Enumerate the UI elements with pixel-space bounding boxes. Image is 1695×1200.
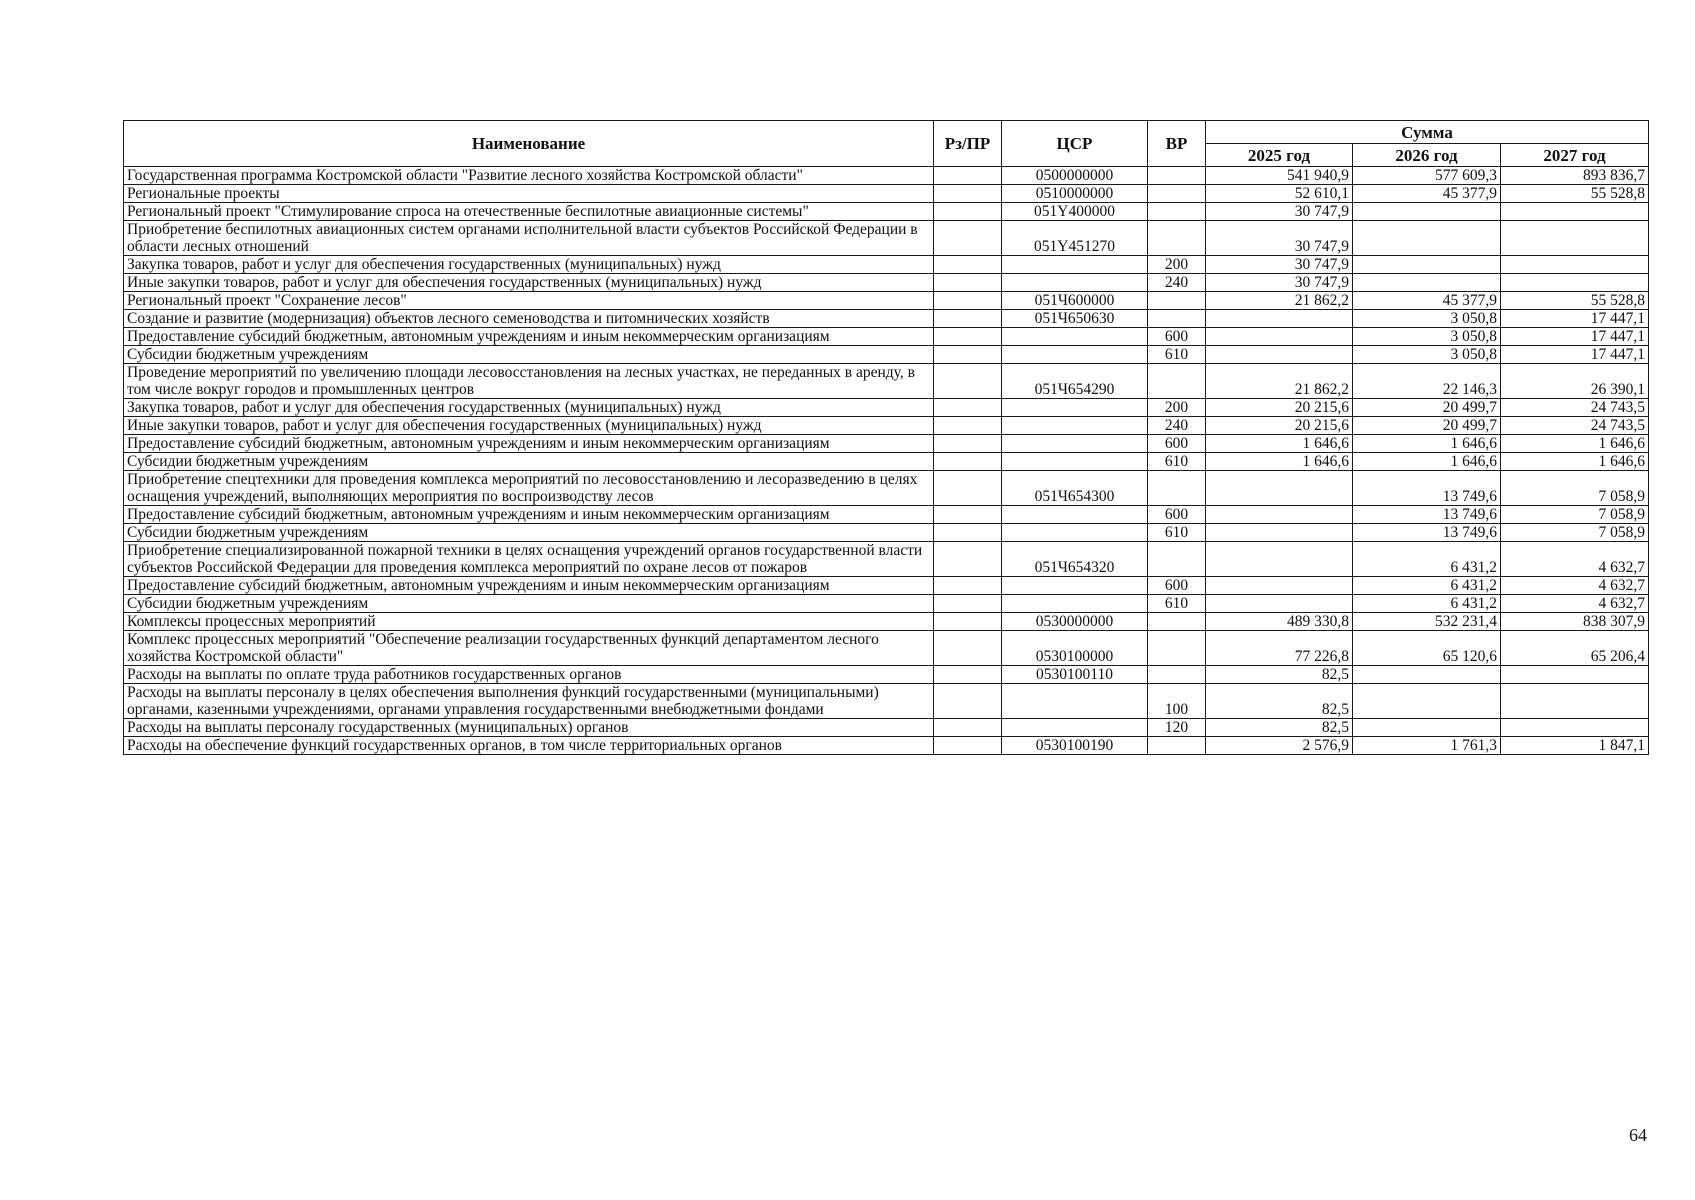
- table-row: [124, 292, 1649, 310]
- cell-csr: 051Ч600000: [1002, 292, 1148, 310]
- cell-2026: [1353, 203, 1501, 221]
- cell-vr: [1148, 203, 1206, 221]
- cell-vr: 240: [1148, 274, 1206, 292]
- cell-vr: 600: [1148, 435, 1206, 453]
- cell-2025: [1206, 577, 1353, 595]
- cell-vr: 600: [1148, 506, 1206, 524]
- cell-vr: [1148, 185, 1206, 203]
- cell-2027: 7 058,9: [1501, 506, 1649, 524]
- cell-name: Предоставление субсидий бюджетным, автономным учреждениям и иным некоммерческим организациям: [124, 435, 934, 453]
- cell-2027: 838 307,9: [1501, 613, 1649, 631]
- cell-2026: [1353, 221, 1501, 256]
- cell-2025: 21 862,2: [1206, 364, 1353, 399]
- cell-csr: 0500000000: [1002, 167, 1148, 185]
- cell-2025: [1206, 524, 1353, 542]
- table-row: [124, 684, 1649, 719]
- cell-name: Иные закупки товаров, работ и услуг для обеспечения государственных (муниципальных) нужд: [124, 417, 934, 435]
- cell-csr: [1002, 719, 1148, 737]
- cell-name: Расходы на выплаты по оплате труда работников государственных органов: [124, 666, 934, 684]
- cell-2025: 2 576,9: [1206, 737, 1353, 755]
- cell-rz-pr: [934, 185, 1002, 203]
- cell-2026: [1353, 684, 1501, 719]
- table-row: [124, 203, 1649, 221]
- cell-rz-pr: [934, 310, 1002, 328]
- cell-2026: 6 431,2: [1353, 595, 1501, 613]
- cell-csr: 051Ч650630: [1002, 310, 1148, 328]
- table-row: [124, 346, 1649, 364]
- cell-vr: 610: [1148, 346, 1206, 364]
- cell-rz-pr: [934, 292, 1002, 310]
- cell-csr: [1002, 256, 1148, 274]
- cell-name: Государственная программа Костромской области "Развитие лесного хозяйства Костромской области": [124, 167, 934, 185]
- cell-vr: [1148, 364, 1206, 399]
- cell-vr: 200: [1148, 399, 1206, 417]
- cell-2027: 7 058,9: [1501, 471, 1649, 506]
- cell-2027: 1 847,1: [1501, 737, 1649, 755]
- cell-2027: [1501, 203, 1649, 221]
- cell-2026: 13 749,6: [1353, 524, 1501, 542]
- cell-rz-pr: [934, 417, 1002, 435]
- cell-name: Расходы на выплаты персоналу в целях обеспечения выполнения функций государственными (муниципальными) органами, казенными учреждениями, органами управления государственными внебюджетными фондами: [124, 684, 934, 719]
- cell-name: Приобретение спецтехники для проведения комплекса мероприятий по лесовосстановлению и лесоразведению в целях оснащения учреждений, выполняющих мероприятия по воспроизводству лесов: [124, 471, 934, 506]
- cell-2025: 52 610,1: [1206, 185, 1353, 203]
- cell-vr: 100: [1148, 684, 1206, 719]
- cell-vr: 610: [1148, 595, 1206, 613]
- cell-vr: [1148, 167, 1206, 185]
- cell-vr: 600: [1148, 577, 1206, 595]
- cell-name: Приобретение беспилотных авиационных систем органами исполнительной власти субъектов Российской Федерации в области лесных отношений: [124, 221, 934, 256]
- table-row: [124, 256, 1649, 274]
- cell-rz-pr: [934, 274, 1002, 292]
- cell-csr: [1002, 399, 1148, 417]
- table-row: [124, 595, 1649, 613]
- cell-vr: [1148, 292, 1206, 310]
- cell-csr: [1002, 274, 1148, 292]
- cell-2025: 21 862,2: [1206, 292, 1353, 310]
- cell-2026: 45 377,9: [1353, 292, 1501, 310]
- cell-name: Закупка товаров, работ и услуг для обеспечения государственных (муниципальных) нужд: [124, 256, 934, 274]
- cell-name: Региональные проекты: [124, 185, 934, 203]
- cell-rz-pr: [934, 684, 1002, 719]
- header-year-2025: 2025 год: [1206, 144, 1353, 167]
- cell-rz-pr: [934, 719, 1002, 737]
- cell-2025: 30 747,9: [1206, 221, 1353, 256]
- cell-rz-pr: [934, 364, 1002, 399]
- cell-2026: [1353, 719, 1501, 737]
- cell-rz-pr: [934, 328, 1002, 346]
- cell-vr: 120: [1148, 719, 1206, 737]
- cell-rz-pr: [934, 399, 1002, 417]
- cell-2025: [1206, 328, 1353, 346]
- cell-csr: [1002, 417, 1148, 435]
- table-row: [124, 471, 1649, 506]
- cell-csr: 051Ч654320: [1002, 542, 1148, 577]
- cell-vr: 200: [1148, 256, 1206, 274]
- page-number: 64: [1629, 1125, 1647, 1145]
- cell-csr: 051Ч654290: [1002, 364, 1148, 399]
- cell-2027: 55 528,8: [1501, 292, 1649, 310]
- cell-2027: [1501, 256, 1649, 274]
- cell-2026: 6 431,2: [1353, 577, 1501, 595]
- cell-2026: 13 749,6: [1353, 471, 1501, 506]
- cell-2025: 541 940,9: [1206, 167, 1353, 185]
- cell-2025: 20 215,6: [1206, 417, 1353, 435]
- cell-2026: 45 377,9: [1353, 185, 1501, 203]
- cell-rz-pr: [934, 256, 1002, 274]
- header-sum: Сумма: [1206, 121, 1649, 144]
- cell-csr: [1002, 435, 1148, 453]
- cell-2026: 1 761,3: [1353, 737, 1501, 755]
- cell-name: Создание и развитие (модернизация) объектов лесного семеноводства и питомнических хозяйств: [124, 310, 934, 328]
- cell-rz-pr: [934, 221, 1002, 256]
- cell-2026: 3 050,8: [1353, 310, 1501, 328]
- cell-2027: 55 528,8: [1501, 185, 1649, 203]
- cell-2027: 65 206,4: [1501, 631, 1649, 666]
- cell-2027: 7 058,9: [1501, 524, 1649, 542]
- cell-2027: 4 632,7: [1501, 542, 1649, 577]
- cell-name: Субсидии бюджетным учреждениям: [124, 346, 934, 364]
- cell-csr: 051Y451270: [1002, 221, 1148, 256]
- cell-2027: 17 447,1: [1501, 310, 1649, 328]
- table-row: [124, 453, 1649, 471]
- cell-2026: 3 050,8: [1353, 346, 1501, 364]
- cell-rz-pr: [934, 666, 1002, 684]
- cell-name: Региональный проект "Стимулирование спроса на отечественные беспилотные авиационные системы": [124, 203, 934, 221]
- cell-csr: 0510000000: [1002, 185, 1148, 203]
- cell-2025: [1206, 471, 1353, 506]
- table-row: [124, 719, 1649, 737]
- cell-2027: [1501, 221, 1649, 256]
- cell-rz-pr: [934, 542, 1002, 577]
- cell-vr: [1148, 613, 1206, 631]
- cell-2026: 577 609,3: [1353, 167, 1501, 185]
- table-row: [124, 274, 1649, 292]
- table-row: [124, 435, 1649, 453]
- cell-name: Закупка товаров, работ и услуг для обеспечения государственных (муниципальных) нужд: [124, 399, 934, 417]
- cell-2025: [1206, 542, 1353, 577]
- cell-2026: 6 431,2: [1353, 542, 1501, 577]
- cell-2026: 22 146,3: [1353, 364, 1501, 399]
- cell-2027: 26 390,1: [1501, 364, 1649, 399]
- header-name: Наименование: [124, 121, 934, 167]
- cell-2025: [1206, 506, 1353, 524]
- cell-2025: 20 215,6: [1206, 399, 1353, 417]
- cell-rz-pr: [934, 203, 1002, 221]
- cell-vr: [1148, 471, 1206, 506]
- table-row: [124, 737, 1649, 755]
- cell-rz-pr: [934, 167, 1002, 185]
- cell-2025: [1206, 310, 1353, 328]
- cell-name: Расходы на выплаты персоналу государственных (муниципальных) органов: [124, 719, 934, 737]
- cell-rz-pr: [934, 435, 1002, 453]
- table-row: [124, 310, 1649, 328]
- table-row: [124, 524, 1649, 542]
- table-row: [124, 364, 1649, 399]
- table-row: [124, 542, 1649, 577]
- cell-name: Приобретение специализированной пожарной техники в целях оснащения учреждений органов государственной власти субъектов Российской Федерации для проведения комплекса мероприятий по охране лесов от пожаров: [124, 542, 934, 577]
- cell-2025: 30 747,9: [1206, 274, 1353, 292]
- header-year-2027: 2027 год: [1501, 144, 1649, 167]
- cell-vr: 610: [1148, 524, 1206, 542]
- cell-vr: [1148, 221, 1206, 256]
- table-row: [124, 577, 1649, 595]
- cell-2026: 3 050,8: [1353, 328, 1501, 346]
- cell-name: Субсидии бюджетным учреждениям: [124, 524, 934, 542]
- cell-rz-pr: [934, 595, 1002, 613]
- cell-vr: [1148, 737, 1206, 755]
- cell-2027: 893 836,7: [1501, 167, 1649, 185]
- cell-name: Предоставление субсидий бюджетным, автономным учреждениям и иным некоммерческим организациям: [124, 506, 934, 524]
- cell-2026: 1 646,6: [1353, 453, 1501, 471]
- cell-2025: 30 747,9: [1206, 203, 1353, 221]
- cell-name: Расходы на обеспечение функций государственных органов, в том числе территориальных органов: [124, 737, 934, 755]
- cell-csr: 0530100000: [1002, 631, 1148, 666]
- cell-rz-pr: [934, 737, 1002, 755]
- cell-2025: 82,5: [1206, 684, 1353, 719]
- cell-2026: 20 499,7: [1353, 399, 1501, 417]
- cell-2027: [1501, 684, 1649, 719]
- header-csr: ЦСР: [1002, 121, 1148, 167]
- cell-csr: 0530100190: [1002, 737, 1148, 755]
- cell-2027: 24 743,5: [1501, 399, 1649, 417]
- budget-table: [123, 120, 1649, 755]
- cell-2027: 17 447,1: [1501, 328, 1649, 346]
- cell-rz-pr: [934, 613, 1002, 631]
- table-header: [124, 121, 1649, 167]
- table-row: [124, 613, 1649, 631]
- table-row: [124, 167, 1649, 185]
- cell-vr: 600: [1148, 328, 1206, 346]
- table-row: [124, 399, 1649, 417]
- cell-2025: 489 330,8: [1206, 613, 1353, 631]
- cell-name: Предоставление субсидий бюджетным, автономным учреждениям и иным некоммерческим организациям: [124, 328, 934, 346]
- cell-2025: [1206, 595, 1353, 613]
- cell-2025: 1 646,6: [1206, 435, 1353, 453]
- cell-2025: 82,5: [1206, 666, 1353, 684]
- cell-2026: 20 499,7: [1353, 417, 1501, 435]
- header-rz-pr: Рз/ПР: [934, 121, 1002, 167]
- table-row: [124, 221, 1649, 256]
- cell-vr: [1148, 310, 1206, 328]
- cell-csr: [1002, 524, 1148, 542]
- cell-vr: 610: [1148, 453, 1206, 471]
- cell-csr: 0530100110: [1002, 666, 1148, 684]
- cell-name: Проведение мероприятий по увеличению площади лесовосстановления на лесных участках, не переданных в аренду, в том числе вокруг городов и промышленных центров: [124, 364, 934, 399]
- cell-2027: 1 646,6: [1501, 435, 1649, 453]
- cell-2027: 4 632,7: [1501, 577, 1649, 595]
- header-vr: ВР: [1148, 121, 1206, 167]
- cell-csr: [1002, 684, 1148, 719]
- cell-vr: [1148, 666, 1206, 684]
- cell-2027: 1 646,6: [1501, 453, 1649, 471]
- table-row: [124, 666, 1649, 684]
- cell-vr: 240: [1148, 417, 1206, 435]
- cell-2025: 82,5: [1206, 719, 1353, 737]
- cell-csr: [1002, 328, 1148, 346]
- cell-csr: [1002, 346, 1148, 364]
- cell-rz-pr: [934, 524, 1002, 542]
- table-body: [124, 167, 1649, 755]
- cell-name: Субсидии бюджетным учреждениям: [124, 453, 934, 471]
- cell-2026: 13 749,6: [1353, 506, 1501, 524]
- cell-name: Субсидии бюджетным учреждениям: [124, 595, 934, 613]
- header-year-2026: 2026 год: [1353, 144, 1501, 167]
- cell-2027: [1501, 719, 1649, 737]
- cell-rz-pr: [934, 346, 1002, 364]
- cell-name: Комплекс процессных мероприятий "Обеспечение реализации государственных функций департаментом лесного хозяйства Костромской области": [124, 631, 934, 666]
- table-row: [124, 417, 1649, 435]
- cell-2027: 24 743,5: [1501, 417, 1649, 435]
- cell-2026: 532 231,4: [1353, 613, 1501, 631]
- cell-2026: [1353, 256, 1501, 274]
- cell-csr: [1002, 595, 1148, 613]
- cell-rz-pr: [934, 506, 1002, 524]
- cell-2026: [1353, 274, 1501, 292]
- cell-2027: [1501, 666, 1649, 684]
- cell-name: Предоставление субсидий бюджетным, автономным учреждениям и иным некоммерческим организациям: [124, 577, 934, 595]
- cell-csr: 051Y400000: [1002, 203, 1148, 221]
- cell-name: Комплексы процессных мероприятий: [124, 613, 934, 631]
- cell-2025: 1 646,6: [1206, 453, 1353, 471]
- cell-csr: 0530000000: [1002, 613, 1148, 631]
- cell-2026: 65 120,6: [1353, 631, 1501, 666]
- cell-csr: [1002, 577, 1148, 595]
- table-row: [124, 328, 1649, 346]
- cell-rz-pr: [934, 471, 1002, 506]
- cell-vr: [1148, 542, 1206, 577]
- cell-2025: [1206, 346, 1353, 364]
- cell-csr: 051Ч654300: [1002, 471, 1148, 506]
- cell-2027: 4 632,7: [1501, 595, 1649, 613]
- cell-name: Иные закупки товаров, работ и услуг для обеспечения государственных (муниципальных) нужд: [124, 274, 934, 292]
- cell-rz-pr: [934, 577, 1002, 595]
- cell-2027: [1501, 274, 1649, 292]
- table-row: [124, 631, 1649, 666]
- cell-csr: [1002, 453, 1148, 471]
- cell-2026: 1 646,6: [1353, 435, 1501, 453]
- cell-csr: [1002, 506, 1148, 524]
- cell-vr: [1148, 631, 1206, 666]
- cell-2026: [1353, 666, 1501, 684]
- table-row: [124, 185, 1649, 203]
- table-row: [124, 506, 1649, 524]
- cell-2025: 30 747,9: [1206, 256, 1353, 274]
- cell-name: Региональный проект "Сохранение лесов": [124, 292, 934, 310]
- cell-rz-pr: [934, 631, 1002, 666]
- cell-2025: 77 226,8: [1206, 631, 1353, 666]
- cell-2027: 17 447,1: [1501, 346, 1649, 364]
- cell-rz-pr: [934, 453, 1002, 471]
